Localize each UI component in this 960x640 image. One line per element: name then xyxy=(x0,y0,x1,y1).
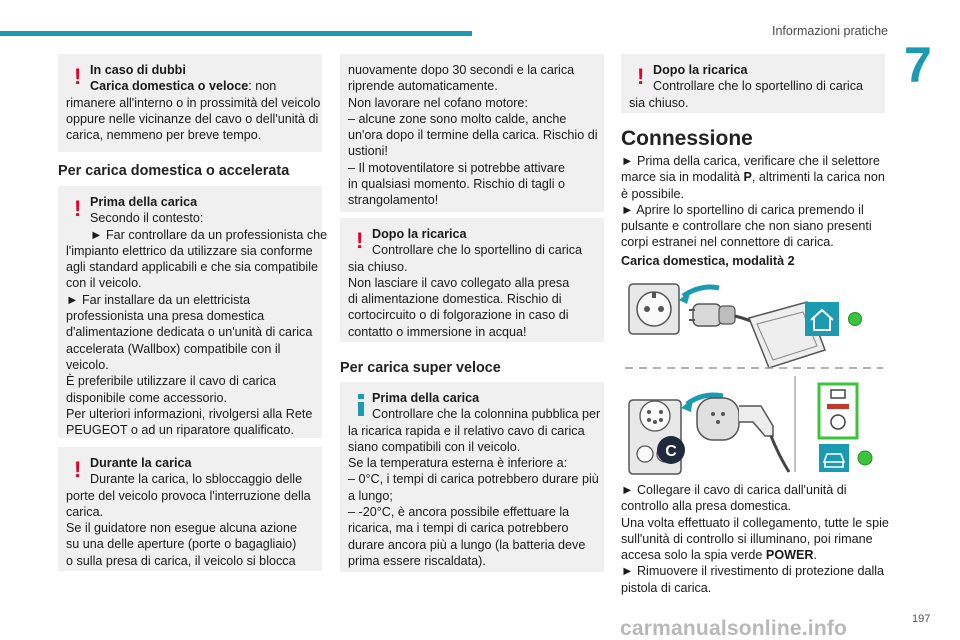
warning-box-continued xyxy=(340,54,604,212)
text-line: la ricarica rapida e il relativo cavo di carica xyxy=(348,423,585,438)
page-number: 197 xyxy=(912,613,931,625)
text-line: oppure nelle vicinanze del cavo o dell'unità di xyxy=(66,111,319,126)
text-line: veicolo. xyxy=(66,357,109,372)
text-line: PEUGEOT o ad un riparatore qualificato. xyxy=(66,423,294,438)
text-line: Secondo il contesto: xyxy=(90,211,204,226)
chapter-number: 7 xyxy=(904,37,932,93)
info-box-before-charging xyxy=(340,382,604,572)
warning-box-doubts xyxy=(58,54,322,152)
text-line: ► Rimuovere il rivestimento di protezione dalla xyxy=(621,564,885,579)
text-line: agli standard applicabili e che sia compatibile xyxy=(66,260,319,275)
warning-icon: ! xyxy=(637,64,645,89)
warning-title: Prima della carica xyxy=(90,195,198,209)
warning-title: Durante la carica xyxy=(90,456,192,470)
header-accent-bar xyxy=(0,31,472,36)
text-line: ► Prima della carica, verificare che il selettore xyxy=(621,154,880,168)
text-line: su una delle aperture (porte o bagagliaio) xyxy=(66,537,297,552)
warning-box-before-charging xyxy=(58,186,328,438)
text-line: ricarica, ma i tempi di carica potrebbero xyxy=(348,521,569,536)
car-status-icon xyxy=(819,444,849,472)
charging-gun-icon xyxy=(697,398,789,472)
text-line: accelerata (Wallbox) compatibile con il xyxy=(66,341,281,356)
warning-icon: ! xyxy=(74,64,82,89)
warning-title: In caso di dubbi xyxy=(90,63,186,77)
text-line: o sulla presa di carica, il veicolo si blocca xyxy=(66,553,296,568)
text-line: controllo alla presa domestica. xyxy=(621,499,792,514)
text-line: carica, nemmeno per breve tempo. xyxy=(66,128,262,143)
text-line: siano compatibili con il veicolo. xyxy=(348,439,521,454)
connection-instructions xyxy=(621,153,891,251)
callout-c-label: C xyxy=(665,443,677,460)
connection-steps xyxy=(621,482,891,596)
text-segment: marce sia in modalità xyxy=(621,170,744,185)
section-heading-connection: Connessione xyxy=(621,127,753,150)
text-line: Durante la carica, lo sbloccaggio delle xyxy=(90,472,303,487)
section-heading-home-charging: Per carica domestica o accelerata xyxy=(58,163,290,179)
text-line: – alcune zone sono molto calde, anche xyxy=(348,111,567,126)
text-line: sull'unità di controllo si illuminano, poi rimane xyxy=(621,531,873,546)
text-line: ► Collegare il cavo di carica dall'unità di xyxy=(621,483,847,497)
text-line: È preferibile utilizzare il cavo di carica xyxy=(66,374,276,389)
text-line: è possibile. xyxy=(621,186,685,201)
text-line: durare ancora più a lungo (la batteria deve xyxy=(348,537,586,552)
text-line: prima essere riscaldata). xyxy=(348,553,486,568)
header-title: Informazioni pratiche xyxy=(771,24,888,38)
text-line: carica. xyxy=(66,504,104,519)
text-line: ustioni! xyxy=(348,144,388,159)
text-line: : non xyxy=(248,79,277,94)
green-led-icon xyxy=(858,451,872,465)
text-line: porte del veicolo provoca l'interruzione della xyxy=(66,488,311,503)
text-line: rimanere all'interno o in prossimità del veicolo xyxy=(66,95,321,110)
text-segment: . xyxy=(813,548,817,563)
text-line: ► Aprire lo sportellino di carica premendo il xyxy=(621,202,864,217)
gear-mode-label: P xyxy=(743,170,752,185)
text-segment: accesa solo la spia verde xyxy=(621,548,766,563)
text-line: un'ora dopo il termine della carica. Rischio di xyxy=(348,128,598,143)
warning-box-after-charging xyxy=(340,218,604,342)
section-heading-super-fast: Per carica super veloce xyxy=(340,360,501,376)
text-line: ► Far installare da un elettricista xyxy=(66,292,250,307)
text-line: Una volta effettuato il collegamento, tutte le spie xyxy=(621,515,889,530)
text-line: riprende automaticamente. xyxy=(348,79,498,94)
text-line: contatto o immersione in acqua! xyxy=(348,324,527,339)
text-line: ► Far controllare da un professionista che xyxy=(90,227,328,242)
text-line: sia chiuso. xyxy=(348,259,408,274)
charging-illustration xyxy=(621,276,887,476)
text-line: Se il guidatore non esegue alcuna azione xyxy=(66,521,298,536)
warning-icon: ! xyxy=(356,228,364,253)
text-line: cortocircuito o di folgorazione in caso di xyxy=(348,308,569,323)
charging-lock-icon xyxy=(819,384,857,438)
warning-title: Dopo la ricarica xyxy=(653,63,748,77)
text-line: di alimentazione domestica. Rischio di xyxy=(348,292,562,307)
warning-box-during-charging xyxy=(58,447,322,571)
green-led-icon xyxy=(849,313,862,326)
text-line: l'impianto elettrico da utilizzare sia conforme xyxy=(66,243,313,258)
home-icon xyxy=(805,302,839,336)
text-line: disponibile come accessorio. xyxy=(66,390,228,405)
text-line: Controllare che lo sportellino di carica xyxy=(372,243,582,258)
text-segment: , altrimenti la carica non xyxy=(751,170,885,185)
text-line: con il veicolo. xyxy=(66,276,142,291)
text-line: in qualsiasi momento. Rischio di tagli o xyxy=(348,177,565,192)
text-line: pistola di carica. xyxy=(621,580,712,595)
warning-icon: ! xyxy=(74,457,82,482)
text-line: strangolamento! xyxy=(348,193,439,208)
info-title: Prima della carica xyxy=(372,391,480,405)
subheading-home-mode2: Carica domestica, modalità 2 xyxy=(621,254,795,268)
text-line: a lungo; xyxy=(348,488,393,503)
power-label: POWER xyxy=(765,548,814,563)
text-line: Controllare che lo sportellino di carica xyxy=(653,79,863,94)
warning-box-after-recharge xyxy=(621,54,885,113)
text-line: – Il motoventilatore si potrebbe attivare xyxy=(348,160,566,175)
text-line: sia chiuso. xyxy=(629,95,689,110)
watermark: carmanualsonline.info xyxy=(620,617,848,640)
text-line: professionista una presa domestica xyxy=(66,309,265,324)
wall-socket-icon xyxy=(629,284,679,334)
info-icon xyxy=(356,394,366,420)
text-line: Per ulteriori informazioni, rivolgersi alla Rete xyxy=(66,406,313,421)
text-line: Se la temperatura esterna è inferiore a: xyxy=(348,456,568,471)
text-line: nuovamente dopo 30 secondi e la carica xyxy=(348,63,575,77)
text-line: Non lasciare il cavo collegato alla presa xyxy=(348,275,570,290)
text-line: corpi estranei nel connettore di carica. xyxy=(621,235,834,250)
text-line: – 0°C, i tempi di carica potrebbero durare più xyxy=(348,472,599,487)
text-line: Non lavorare nel cofano motore: xyxy=(348,95,528,110)
warning-title: Dopo la ricarica xyxy=(372,227,467,241)
text-line: – -20°C, è ancora possibile effettuare la xyxy=(348,505,570,520)
warning-icon: ! xyxy=(74,196,82,221)
text-line: Controllare che la colonnina pubblica per xyxy=(372,407,601,422)
text-line: d'alimentazione dedicata o un'unità di carica xyxy=(66,325,313,340)
text-line: pulsante e controllare che non siano presenti xyxy=(621,219,872,234)
bold-term: Carica domestica o veloce xyxy=(90,79,249,94)
